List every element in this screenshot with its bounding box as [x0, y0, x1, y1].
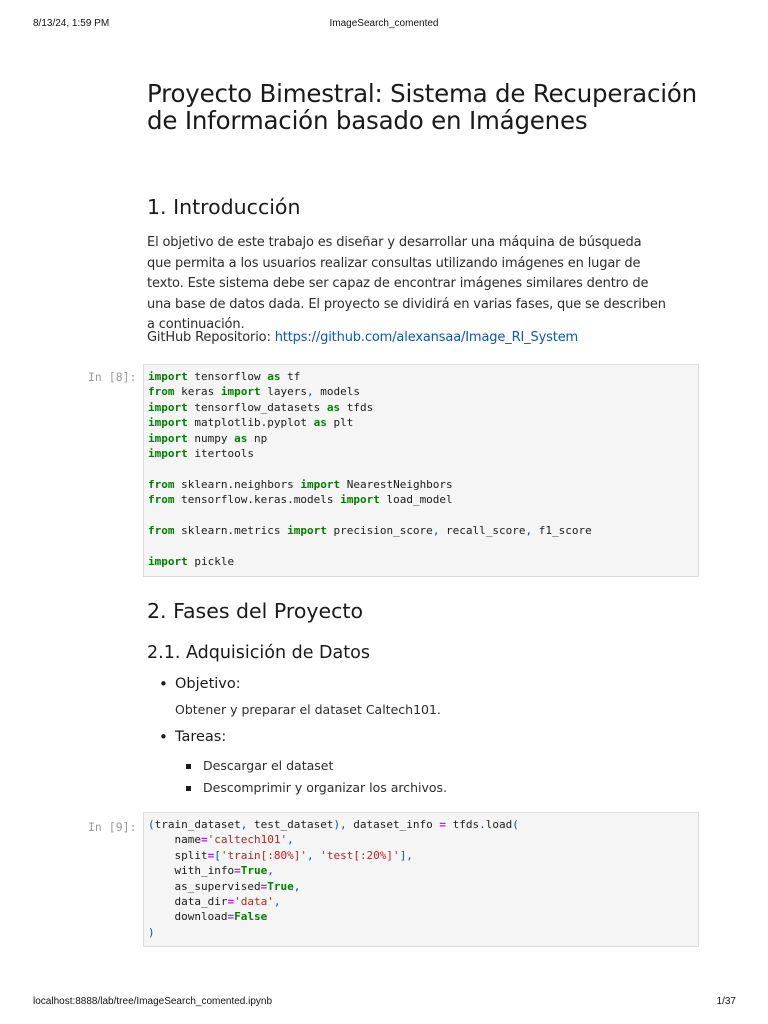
- print-header-title: ImageSearch_comented: [329, 18, 439, 29]
- objective-list: [147, 676, 667, 692]
- intro-heading: 1. Introducción: [147, 195, 301, 219]
- acquisition-heading: 2.1. Adquisición de Datos: [147, 643, 370, 663]
- github-label: GitHub Repositorio:: [147, 330, 275, 345]
- code-cell-load-dataset[interactable]: [143, 812, 699, 947]
- code-content: import tensorflow as tf from keras import layers, models import tensorflow_datasets as tfds import matplotlib.pyplot as plt import numpy as np import itertools from sklearn.neighbors import NearestNeighbors from tensorflow.keras.models import load_model from sklearn.metrics import precision_score, recall_score, f1_score import pickle: [148, 370, 592, 568]
- tasks-list: [147, 729, 667, 745]
- notebook-title: Proyecto Bimestral: Sistema de Recuperación de Información basado en Imágenes: [147, 79, 697, 135]
- tasks-label: Tareas:: [175, 729, 227, 745]
- github-link[interactable]: https://github.com/alexansaa/Image_RI_System: [274, 330, 579, 345]
- print-footer-url: localhost:8888/lab/tree/ImageSearch_comented.ipynb: [33, 996, 273, 1007]
- print-footer-page: 1/37: [716, 996, 736, 1007]
- code-content: (train_dataset, test_dataset), dataset_info = tfds.load( name='caltech101', split=['train[:80%]', 'test[:20%]'], with_info=True, as_supervised=True, data_dir='data', download=False ): [148, 818, 519, 939]
- objective-label: Objetivo:: [175, 676, 241, 692]
- intro-paragraph: El objetivo de este trabajo es diseñar y desarrollar una máquina de búsqueda que permita a los usuarios realizar consultas utilizando imágenes en lugar de texto. Este sistema debe ser capaz de encontrar imágenes similares dentro de una base de datos dada. El proyecto se dividirá en varias fases, que se describen a continuación.: [147, 235, 666, 332]
- code-cell-imports[interactable]: [143, 364, 699, 577]
- objective-text: Obtener y preparar el dataset Caltech101.: [175, 702, 441, 717]
- cell-prompt: In [9]:: [88, 820, 137, 834]
- github-line: [147, 330, 578, 345]
- task-item: Descomprimir y organizar los archivos.: [183, 780, 447, 795]
- objective-item: [147, 676, 667, 692]
- phases-heading: 2. Fases del Proyecto: [147, 599, 363, 623]
- cell-prompt: In [8]:: [88, 370, 137, 384]
- task-item: Descargar el dataset: [183, 758, 333, 773]
- print-header-datetime: 8/13/24, 1:59 PM: [33, 18, 110, 29]
- tasks-item: [147, 729, 667, 745]
